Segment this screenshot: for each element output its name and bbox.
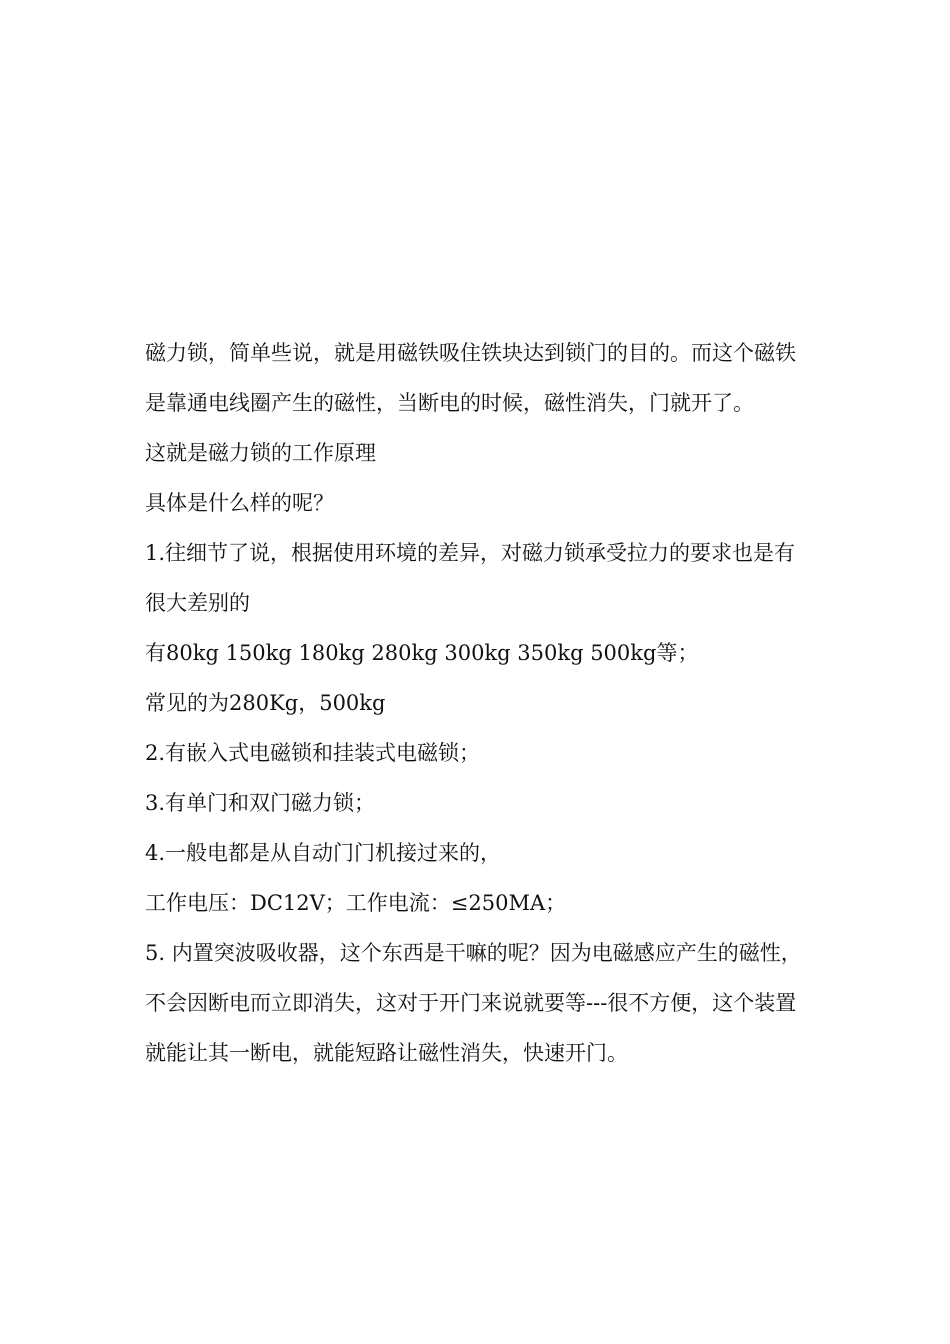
paragraph-item-2: 2.有嵌入式电磁锁和挂装式电磁锁； [145, 741, 481, 765]
paragraph-item-5: 5. 内置突波吸收器，这个东西是干嘛的呢？因为电磁感应产生的磁性，不会因断电而立即消失，这对于开门来说就要等---很不方便，这个装置就能让其一断电，就能短路让磁性消失，快速开门。 [145, 941, 802, 1065]
paragraph-item-4: 4.一般电都是从自动门门机接过来的， [145, 841, 502, 865]
paragraph-principle: 这就是磁力锁的工作原理 [145, 441, 376, 465]
paragraph-intro: 磁力锁，简单些说，就是用磁铁吸住铁块达到锁门的目的。而这个磁铁是靠通电线圈产生的磁性，当断电的时候，磁性消失，门就开了。 [145, 341, 796, 415]
paragraph-question: 具体是什么样的呢？ [145, 491, 334, 515]
paragraph-item-1: 1.往细节了说，根据使用环境的差异，对磁力锁承受拉力的要求也是有很大差别的 [145, 541, 796, 615]
paragraph-common-weights: 常见的为280Kg，500kg [145, 691, 386, 715]
document-body [145, 328, 810, 1078]
paragraph-item-3: 3.有单门和双门磁力锁； [145, 791, 376, 815]
paragraph-weights: 有80kg 150kg 180kg 280kg 300kg 350kg 500kg等； [145, 641, 699, 665]
paragraph-electrical-specs: 工作电压：DC12V；工作电流：≤250MA； [145, 891, 567, 915]
